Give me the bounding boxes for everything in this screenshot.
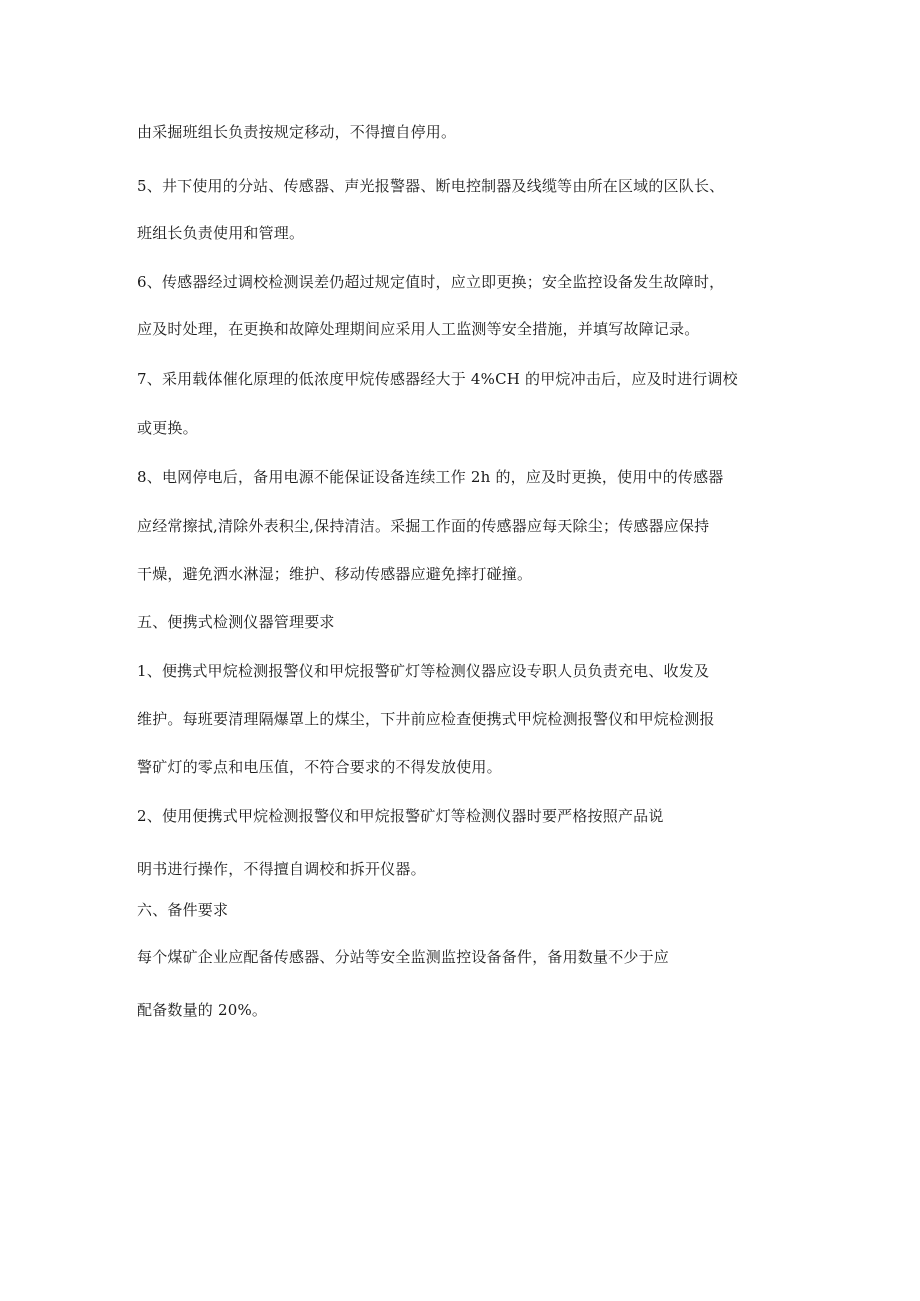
paragraph-line: 班组长负责使用和管理。 — [137, 224, 305, 242]
paragraph-line: 6、传感器经过调校检测误差仍超过规定值时，应立即更换；安全监控设备发生故障时， — [137, 273, 725, 291]
paragraph-line: 干燥，避免洒水淋湿；维护、移动传感器应避免摔打碰撞。 — [137, 565, 533, 583]
paragraph-line: 每个煤矿企业应配备传感器、分站等安全监测监控设备备件，备用数量不少于应 — [137, 948, 670, 966]
paragraph-line: 1、便携式甲烷检测报警仪和甲烷报警矿灯等检测仪器应设专职人员负责充电、收发及 — [137, 662, 710, 680]
section-heading: 六、备件要求 — [137, 901, 229, 919]
paragraph-line: 应经常擦拭,清除外表积尘,保持清洁。采掘工作面的传感器应每天除尘；传感器应保持 — [137, 517, 710, 535]
section-heading: 五、便携式检测仪器管理要求 — [137, 613, 335, 631]
paragraph-line: 明书进行操作，不得擅自调校和拆开仪器。 — [137, 860, 426, 878]
paragraph-line: 由采掘班组长负责按规定移动，不得擅自停用。 — [137, 123, 457, 141]
paragraph-line: 7、采用载体催化原理的低浓度甲烷传感器经大于 4%CH 的甲烷冲击后，应及时进行调校 — [137, 370, 738, 388]
paragraph-line: 或更换。 — [137, 419, 198, 437]
paragraph-line: 维护。每班要清理隔爆罩上的煤尘，下井前应检查便携式甲烷检测报警仪和甲烷检测报 — [137, 710, 715, 728]
paragraph-line: 应及时处理，在更换和故障处理期间应采用人工监测等安全措施，并填写故障记录。 — [137, 320, 700, 338]
paragraph-line: 配备数量的 20%。 — [137, 1001, 268, 1019]
paragraph-line: 5、井下使用的分站、传感器、声光报警器、断电控制器及线缆等由所在区域的区队长、 — [137, 177, 725, 195]
paragraph-line: 8、电网停电后，备用电源不能保证设备连续工作 2h 的，应及时更换，使用中的传感器 — [137, 468, 724, 486]
paragraph-line: 警矿灯的零点和电压值，不符合要求的不得发放使用。 — [137, 758, 502, 776]
paragraph-line: 2、使用便携式甲烷检测报警仪和甲烷报警矿灯等检测仪器时要严格按照产品说 — [137, 807, 664, 825]
